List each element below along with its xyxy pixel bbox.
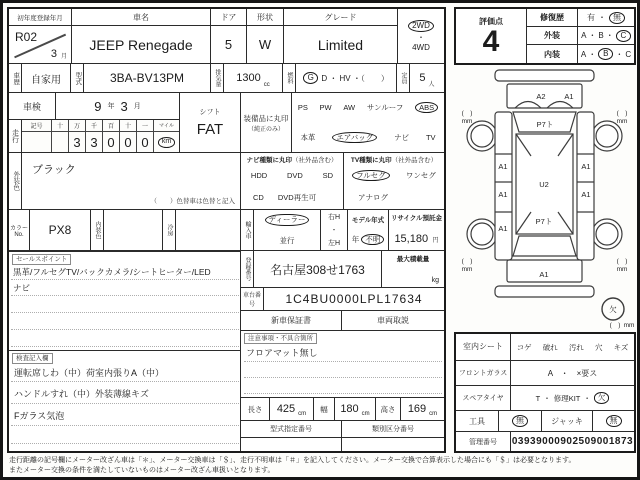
width-unit: cm [361, 411, 370, 417]
shift-value: FAT [196, 121, 224, 138]
model-code-label: 型式 [70, 63, 84, 93]
car-damage-diagram [455, 66, 635, 332]
evaluation-score-cell [455, 8, 527, 64]
odo-col-100k: 十 [52, 120, 69, 131]
mark-quarter-left: A1 [498, 224, 508, 233]
seat-tear: 破れ [542, 342, 558, 352]
import-parallel: 並行 [279, 235, 295, 245]
type-designation-label: 型式指定番号 [240, 420, 342, 438]
jack-none-circled: 無 [606, 415, 622, 427]
equip-abs-circled: ABS [415, 102, 438, 113]
odo-digit-100: 0 [103, 132, 120, 153]
repair-history-label: 修復歴 [526, 8, 578, 27]
length-label: 長さ [240, 397, 270, 421]
nav-type-cell [240, 152, 344, 210]
mark-door-rear-left: A1 [498, 190, 508, 199]
front-glass-label: フロントガラス [455, 360, 511, 386]
registration-no-label: 登録番号 [240, 250, 254, 288]
spare-t: T [535, 393, 541, 403]
height-unit: cm [429, 411, 438, 417]
shaken-month: 3 [120, 98, 128, 114]
grade-value: Limited [283, 25, 398, 64]
width-value [334, 397, 376, 421]
import-dealer-circled: ディーラー [265, 214, 310, 225]
odometer-grid [21, 119, 180, 153]
shaken-value [55, 92, 180, 120]
mark-rear-bumper: A1 [539, 270, 549, 279]
dot: ・ [543, 393, 551, 403]
drive-2wd-circled: 2WD [408, 20, 434, 32]
spare-tire-value [510, 385, 635, 411]
interior-color-value [103, 209, 163, 251]
vin-label: 車台番号 [240, 287, 264, 311]
tv-type-sublabel: （社外品含む） [391, 157, 438, 164]
handle-separator: ・ [330, 226, 338, 234]
door-value: 5 [210, 25, 247, 64]
dot: ・ [615, 49, 624, 59]
shift-label: シフト [199, 109, 221, 116]
nav-type-label: ナビ種類に丸印 [246, 157, 292, 164]
model-year-unit: 年 [351, 234, 360, 244]
mileage-label: 走行 [8, 119, 22, 153]
handle-left: 左H [327, 240, 341, 248]
tread-rear-left-paren: ( ) [461, 258, 473, 265]
tv-analog: アナログ [358, 193, 388, 203]
height-value [400, 397, 445, 421]
dotted-line [244, 361, 442, 362]
dotted-line [11, 295, 239, 296]
warranty-cell: 新車保証書 [240, 310, 342, 331]
tread-front-left-paren: ( ) [461, 110, 473, 117]
mark-front-a1: A1 [564, 92, 574, 101]
tools-label: 工具 [455, 410, 499, 432]
registration-no-value: 名古屋308せ1763 [253, 250, 382, 288]
inspector-line2: ハンドルすれ（中）外装薄線キズ [14, 389, 149, 399]
shaken-label: 車検 [8, 92, 56, 120]
model-code-value: 3BA-BV13PM [83, 63, 211, 93]
footer-disclaimer [9, 456, 637, 476]
interior-b-circled: B [598, 48, 613, 60]
max-load-unit: kg [431, 277, 439, 284]
front-bumper [495, 70, 594, 81]
recycle-yen: 円 [432, 237, 439, 244]
tools-none-circled: 無 [512, 415, 528, 427]
mark-door-front-right: A1 [581, 162, 591, 171]
nav-hdd: HDD [250, 170, 268, 180]
odo-col-10: 十 [120, 120, 137, 131]
seat-stain: 汚れ [568, 342, 584, 352]
front-glass-value: A ・ ×要ス [510, 360, 635, 386]
odo-col-100: 百 [103, 120, 120, 131]
interior-c: C [625, 49, 632, 59]
dot: ・ [605, 31, 614, 40]
odo-digit-10: 0 [120, 132, 137, 153]
displacement-label: 排気量 [210, 63, 224, 93]
manual-cell: 車両取説 [341, 310, 445, 331]
recycle-amount: 15,180 [394, 232, 429, 245]
odo-unit-km-circled: km [158, 137, 175, 148]
displacement-number: 1300 [236, 72, 261, 84]
equipment-sublabel: （純正のみ） [247, 126, 284, 133]
shaken-year: 9 [94, 98, 102, 114]
exterior-color-label: 外装色 [8, 152, 22, 210]
height-number: 169 [407, 403, 427, 415]
equip-ps: PS [297, 103, 308, 113]
interior-color-label: 内装色 [90, 209, 104, 251]
management-no-label: 管理番号 [455, 431, 511, 452]
color-change-note: （ ）色替車は色替と記入 [150, 198, 235, 205]
tread-spare-paren: ( ) [609, 322, 621, 329]
tv-type-label: TV種類に丸印 [350, 157, 392, 164]
sales-points-cell [8, 251, 241, 351]
class-number-value [341, 437, 445, 452]
equip-airbag-circled: エアバッグ [332, 132, 377, 143]
left-side-panel [495, 112, 512, 260]
tread-front-left-unit: mm [461, 118, 473, 125]
shift-cell [179, 92, 241, 153]
tread-front-right-unit: mm [616, 118, 628, 125]
history-value: 自家用 [21, 63, 71, 93]
exterior-c-circled: C [616, 30, 631, 42]
evaluation-score-label: 評価点 [479, 16, 503, 26]
dotted-line [11, 425, 239, 426]
reg-month: 3 [50, 48, 57, 60]
dot: ・ [598, 13, 606, 22]
equipment-label-cell [240, 92, 292, 153]
right-side-panel [577, 112, 594, 260]
odo-unit-mile: マイル [159, 123, 174, 129]
dotted-line [11, 329, 239, 330]
inspector-label-tag: 検査記入欄 [12, 353, 53, 364]
seat-scratch: キズ [613, 342, 629, 352]
model-year-label: モデル年式 [351, 216, 385, 224]
dotted-line [244, 377, 442, 378]
equip-navi: ナビ [394, 132, 410, 142]
notes-cell [240, 330, 445, 398]
first-registration-label: 初年度登録年月 [8, 8, 72, 26]
footer-line1: 走行距離の記号欄にメーター改ざん車は「＊」、メーター交換車は「＄」、走行不明車は「＃」を記入してください。メーター交換で合算表示した場合にも「＄」は必要となります。 [9, 457, 576, 464]
odo-col-1k: 千 [86, 120, 103, 131]
capacity-number: 5 [419, 72, 426, 84]
ac-value [175, 209, 241, 251]
equip-leather: 本革 [300, 132, 316, 142]
spare-missing-circled: 欠 [594, 392, 610, 403]
mark-tailgate: P7ト [535, 217, 553, 226]
handle-side-cell [320, 209, 348, 251]
odo-digit-100k [52, 132, 69, 153]
mark-door-front-left: A1 [498, 162, 508, 171]
car-name-label: 車名 [71, 8, 211, 26]
dot: ・ [588, 31, 597, 40]
import-cell [253, 209, 321, 251]
width-number: 180 [340, 403, 359, 415]
color-no-label: カラーNo. [8, 209, 30, 251]
import-label: 輸入車 [240, 209, 254, 251]
history-label: 車歴 [8, 63, 22, 93]
seat-burn: コゲ [516, 342, 532, 352]
management-no-value: 03939000902509001873 [510, 431, 635, 452]
evaluation-score-value: 4 [482, 24, 500, 58]
footer-line2: またメーター交換の条件を満たしていないものはメーター改ざん車扱いとなります。 [9, 467, 275, 475]
sales-line2: ナビ [13, 283, 31, 293]
exterior-a: A [581, 31, 587, 40]
repair-no-circled: 無 [609, 12, 625, 24]
odo-col-10k: 万 [69, 120, 86, 131]
dotted-line [11, 346, 239, 347]
drive-4wd: 4WD [412, 43, 430, 52]
first-registration-value [8, 25, 72, 64]
dotted-line [11, 381, 239, 382]
shaken-year-unit: 年 [107, 103, 115, 110]
tread-rear-right-paren: ( ) [616, 258, 628, 265]
nav-dvd-play: DVD再生可 [277, 193, 317, 203]
spare-repair-kit: 修理KIT [553, 393, 581, 403]
mark-roof: U2 [539, 180, 549, 189]
seat-items [510, 333, 635, 361]
seat-label: 室内シート [455, 333, 511, 361]
nav-dvd: DVD [286, 170, 303, 180]
reg-month-unit: 月 [60, 54, 67, 60]
seat-hole: 穴 [594, 342, 603, 352]
odo-col-sign: 記号 [22, 120, 52, 131]
length-unit: cm [298, 411, 307, 417]
mark-door-rear-right: A1 [581, 190, 591, 199]
height-label: 高さ [375, 397, 401, 421]
notes-value: フロアマット無し [246, 348, 318, 358]
capacity-unit: 人 [428, 82, 435, 88]
displacement-unit: cc [263, 82, 270, 88]
tread-front-right-paren: ( ) [616, 110, 628, 117]
inspector-notes-cell [8, 350, 241, 452]
door-label: ドア [210, 8, 247, 26]
shaken-month-unit: 月 [133, 103, 141, 110]
shape-label: 形状 [246, 8, 284, 26]
shape-value: W [246, 25, 284, 64]
dotted-line [11, 443, 239, 444]
tv-oneseg: ワンセグ [405, 170, 436, 180]
fuel-value [295, 63, 397, 93]
interior-a: A [580, 49, 587, 59]
fuel-label: 燃料 [282, 63, 296, 93]
odo-col-1: 一 [137, 120, 154, 131]
odo-digit-sign [22, 132, 52, 153]
tread-rear-left-unit: mm [461, 266, 473, 273]
tread-spare-unit: mm [623, 322, 635, 329]
mark-spare-missing: 欠 [609, 305, 617, 314]
mark-front-a2: A2 [536, 92, 546, 101]
notes-label-tag: 注意事項・不具合箇所 [244, 333, 317, 344]
equip-pw: PW [319, 103, 332, 113]
interior-grade-value [577, 44, 635, 64]
equip-sunroof: サンルーフ [366, 103, 404, 113]
nav-type-sublabel: （社外品含む） [292, 157, 338, 164]
length-number: 425 [276, 403, 296, 415]
equipment-items [291, 92, 445, 153]
rear-bumper [495, 286, 594, 297]
drive-type-cell [397, 8, 445, 64]
odo-digit-1k: 3 [86, 132, 103, 153]
rear-window [513, 236, 576, 256]
displacement-value [223, 63, 283, 93]
model-year-unknown-circled: 不明 [361, 234, 384, 245]
tv-fullseg-circled: フルセグ [352, 170, 390, 181]
equip-aw: AW [343, 103, 356, 113]
interior-grade-label: 内装 [526, 44, 578, 64]
odo-digit-10k: 3 [69, 132, 86, 153]
dotted-line [11, 279, 239, 280]
reg-era: R02 [15, 30, 38, 44]
dotted-line [244, 393, 442, 394]
capacity-label: 定員 [396, 63, 410, 93]
drive-separator: ・ [417, 33, 425, 42]
jack-value [592, 410, 635, 432]
max-load-cell [381, 250, 445, 288]
model-year-cell [347, 209, 389, 251]
capacity-value [409, 63, 445, 93]
spare-tire-label: スペアタイヤ [455, 385, 511, 411]
color-no-value: PX8 [29, 209, 91, 251]
odo-digit-1: 0 [137, 132, 154, 153]
sales-points-label-tag: セールスポイント [12, 254, 71, 265]
recycle-label: リサイクル預託金 [390, 215, 443, 223]
exterior-color-cell [21, 152, 241, 210]
dot: ・ [583, 393, 591, 403]
tread-rear-right-unit: mm [616, 266, 628, 273]
length-value [269, 397, 314, 421]
repair-history-value [577, 8, 635, 27]
vin-value: 1C4BU0000LPL17634 [263, 287, 445, 311]
max-load-label: 最大積載量 [396, 256, 430, 263]
repair-yes: 有 [587, 13, 595, 22]
grade-label: グレード [283, 8, 398, 26]
class-number-label: 類別区分番号 [341, 420, 445, 438]
equipment-label: 装備品に丸印 [243, 113, 289, 123]
dot: ・ [588, 49, 597, 59]
recycle-cell [388, 209, 445, 251]
equip-tv: TV [425, 132, 436, 142]
tools-value [498, 410, 542, 432]
exterior-b: B [598, 31, 604, 40]
jack-label: ジャッキ [541, 410, 593, 432]
exterior-grade-value [577, 26, 635, 45]
handle-right: 右H [327, 213, 341, 221]
nav-sd: SD [322, 170, 334, 180]
nav-cd: CD [253, 193, 264, 203]
dotted-line [11, 312, 239, 313]
inspector-line1: 運転席しわ（中）荷室内張りA（中） [14, 368, 165, 378]
sales-line1: 黒革/フルセグTV/バックカメラ/シートヒーター/LED [13, 267, 211, 277]
type-designation-value [240, 437, 342, 452]
exterior-color-value: ブラック [32, 164, 76, 176]
width-label: 幅 [313, 397, 335, 421]
tv-type-cell [343, 152, 445, 210]
fuel-gasoline-circled: G [303, 72, 318, 84]
exterior-grade-label: 外装 [526, 26, 578, 45]
car-name-value: JEEP Renegade [71, 25, 211, 64]
ac-label: 冷房 [162, 209, 176, 251]
mark-hood: P7ト [536, 120, 554, 129]
inspector-line3: Fガラス気泡 [14, 411, 65, 421]
fuel-other-options: D ・ HV ・（ ） [321, 73, 389, 83]
dotted-line [11, 403, 239, 404]
